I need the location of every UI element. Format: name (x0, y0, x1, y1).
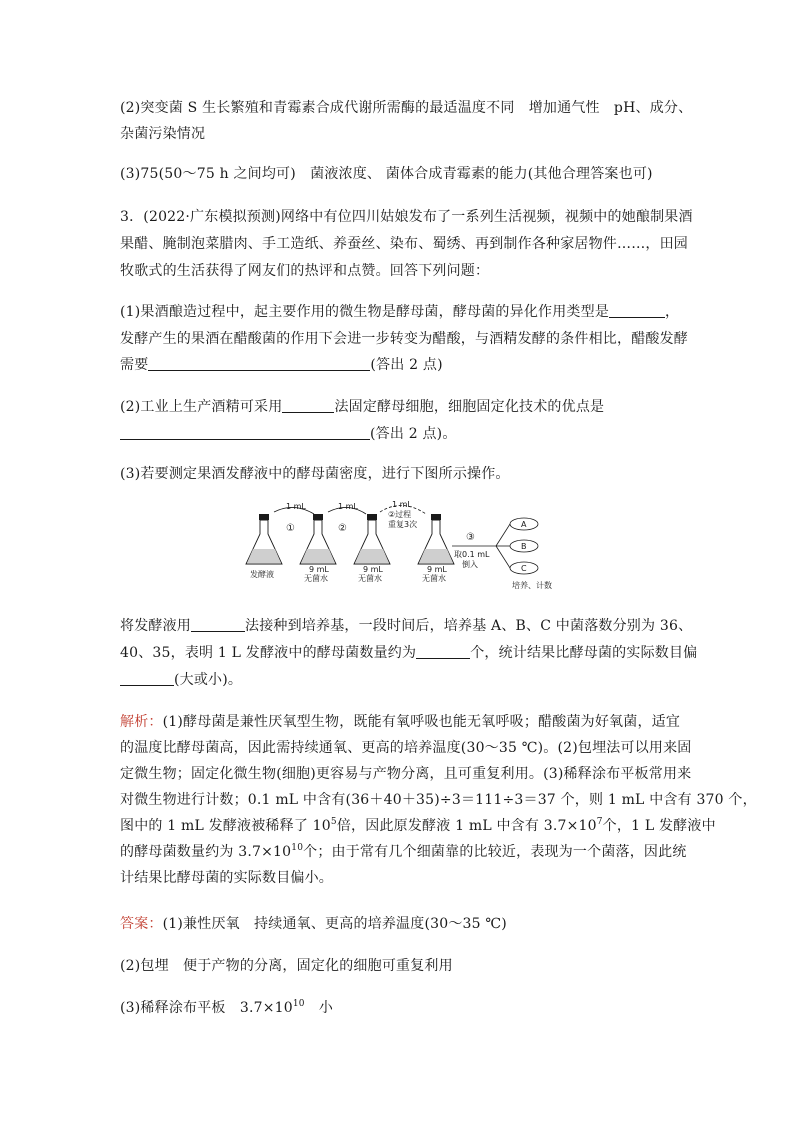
sterile-water-label: 无菌水 (304, 574, 328, 583)
analysis-line5 (120, 816, 716, 836)
question-3-part3-line1 (120, 616, 692, 636)
analysis-l5-b: 倍，因此原发酵液 1 mL 中含有 3.7×10 (336, 818, 597, 834)
petri-dish-c (510, 562, 538, 574)
part3-text-a: 将发酵液用 (120, 618, 191, 634)
part3-text-e: (大或小)。 (174, 672, 243, 688)
transfer-label-1: 1 mL (286, 502, 306, 511)
analysis-text-1: (1)酵母菌是兼性厌氧型生物，既能有氧呼吸也能无氧呼吸；醋酸菌为好氧菌，适宜 (162, 714, 681, 730)
part3-text-d: 个，统计结果比酵母菌的实际数目偏 (470, 645, 698, 661)
sterile-water-flask-1 (300, 514, 336, 583)
part1-blank-1[interactable] (609, 303, 665, 318)
answer-line2: (2)包埋 便于产物的分离，固定化的细胞可重复利用 (120, 958, 453, 974)
part2-text-b: 法固定酵母细胞，细胞固定化技术的优点是 (334, 399, 605, 415)
question-3-part3-line3 (120, 670, 242, 690)
prev-answer-2-line2: 杂菌污染情况 (120, 126, 206, 142)
analysis-l6-exp: 10 (291, 843, 304, 853)
step-2-marker: ② (338, 523, 347, 534)
answer-label: 答案： (120, 916, 163, 932)
part1-text-a: (1)果酒酿造过程中，起主要作用的微生物是酵母菌，酵母菌的异化作用类型是 (120, 304, 610, 320)
answer-3-exp: 10 (292, 999, 305, 1009)
sterile-water-flask-2 (354, 514, 390, 583)
fermentation-flask (246, 514, 282, 579)
part1-text-d: 需要 (120, 357, 149, 373)
step-1-marker: ① (286, 523, 295, 534)
pour-arrow-c (496, 546, 510, 568)
question-3-intro-line3: 牧歌式的生活获得了网友们的热评和点赞。回答下列问题： (120, 263, 490, 279)
transfer-label-3: 1 mL (392, 500, 412, 509)
question-3-part1-line1 (120, 302, 679, 322)
step-3-marker: ③ (466, 532, 475, 543)
water-amount-label: 9 mL (363, 565, 383, 574)
question-3-part2-line1 (120, 397, 604, 417)
part1-blank-2[interactable] (148, 356, 370, 371)
analysis-l5-c: 个，1 L 发酵液中 (602, 818, 716, 834)
analysis-line3: 定微生物；固定化微生物(细胞)更容易与产物分离，且可重复利用。(3)稀释涂布平板常用来 (120, 766, 692, 782)
dilution-diagram (240, 500, 580, 600)
water-amount-label: 9 mL (427, 565, 447, 574)
part2-text-c: (答出 2 点)。 (370, 426, 457, 442)
part3-blank-2[interactable] (416, 644, 470, 659)
analysis-line6 (120, 842, 687, 862)
petri-dish-a (510, 518, 538, 530)
part3-blank-1[interactable] (191, 617, 245, 632)
question-3-part1-line2: 发酵产生的果酒在醋酸菌的作用下会进一步转变为醋酸，与酒精发酵的条件相比，醋酸发酵 (120, 331, 688, 347)
prev-answer-3: (3)75(50～75 h 之间均可) 菌液浓度、 菌体合成青霉素的能力(其他合理答案也可) (120, 166, 653, 182)
part2-blank-1[interactable] (282, 398, 334, 413)
analysis-line1 (120, 712, 680, 732)
answer-line1 (120, 914, 507, 934)
part1-text-e: (答出 2 点) (370, 357, 443, 373)
analysis-line4: 对微生物进行计数；0.1 mL 中含有(36＋40＋35)÷3＝111÷3＝37 个，则 1 mL 中含有 370 个， (120, 792, 757, 808)
sterile-water-label: 无菌水 (358, 574, 382, 583)
analysis-label: 解析： (120, 714, 163, 730)
part2-blank-2[interactable] (120, 425, 370, 440)
repeat-label-line1: ②过程 (388, 510, 412, 519)
pour-label-line1: 取0.1 mL (454, 550, 490, 559)
sterile-water-label: 无菌水 (422, 574, 446, 583)
culture-count-label: 培养、计数 (512, 581, 552, 590)
question-3-part1-line3 (120, 355, 443, 375)
question-3-part3: (3)若要测定果酒发酵液中的酵母菌密度，进行下图所示操作。 (120, 466, 510, 482)
analysis-l5-exp1: 5 (330, 817, 337, 827)
part2-text-a: (2)工业上生产酒精可采用 (120, 399, 283, 415)
dish-b-label: B (521, 542, 527, 551)
analysis-l5-a: 图中的 1 mL 发酵液被稀释了 10 (120, 818, 331, 834)
pour-arrow-a (496, 524, 510, 546)
repeat-label-line2: 重复3次 (388, 520, 418, 529)
analysis-line7: 计结果比酵母菌的实际数目偏小。 (120, 870, 333, 886)
transfer-label-2: 1 mL (338, 502, 358, 511)
analysis-l6-a: 的酵母菌数量约为 3.7×10 (120, 844, 292, 860)
part3-text-b: 法接种到培养基，一段时间后，培养基 A、B、C 中菌落数分别为 36、 (245, 618, 693, 634)
analysis-line2: 的温度比酵母菌高，因此需持续通氧、更高的培养温度(30～35 ℃)。(2)包埋法可以用来固 (120, 740, 692, 756)
prev-answer-2-line1: (2)突变菌 S 生长繁殖和青霉素合成代谢所需酶的最适温度不同 增加通气性 pH、成分、 (120, 100, 693, 116)
water-amount-label: 9 mL (309, 565, 329, 574)
part3-blank-3[interactable] (120, 671, 174, 686)
answer-line3 (120, 998, 333, 1018)
answer-3-a: (3)稀释涂布平板 3.7×10 (120, 1000, 293, 1016)
answer-text-1: (1)兼性厌氧 持续通氧、更高的培养温度(30～35 ℃) (162, 916, 507, 932)
answer-3-b: 小 (304, 1000, 334, 1016)
analysis-l5-exp2: 7 (596, 817, 603, 827)
question-3-intro-line1: 3．(2022·广东模拟预测)网络中有位四川姑娘发布了一系列生活视频，视频中的她酿制果酒 (120, 209, 693, 225)
dish-a-label: A (521, 520, 527, 529)
analysis-l6-b: 个；由于常有几个细菌靠的比较近，表现为一个菌落，因此统 (303, 844, 687, 860)
flask-group (246, 514, 454, 583)
question-3-part3-line2 (120, 643, 697, 663)
pour-label-line2: 倒入 (462, 560, 478, 569)
fermentation-liquid-label: 发酵液 (250, 570, 274, 579)
sterile-water-flask-3 (418, 514, 454, 583)
question-3-intro-line2: 果醋、腌制泡菜腊肉、手工造纸、养蚕丝、染布、蜀绣、再到制作各种家居物件……，田园 (120, 236, 688, 252)
question-3-part2-line2 (120, 424, 457, 444)
part3-text-c: 40、35，表明 1 L 发酵液中的酵母菌数量约为 (120, 645, 417, 661)
dish-c-label: C (521, 564, 527, 573)
petri-dish-b (510, 540, 538, 552)
part1-text-b: ， (665, 304, 680, 320)
